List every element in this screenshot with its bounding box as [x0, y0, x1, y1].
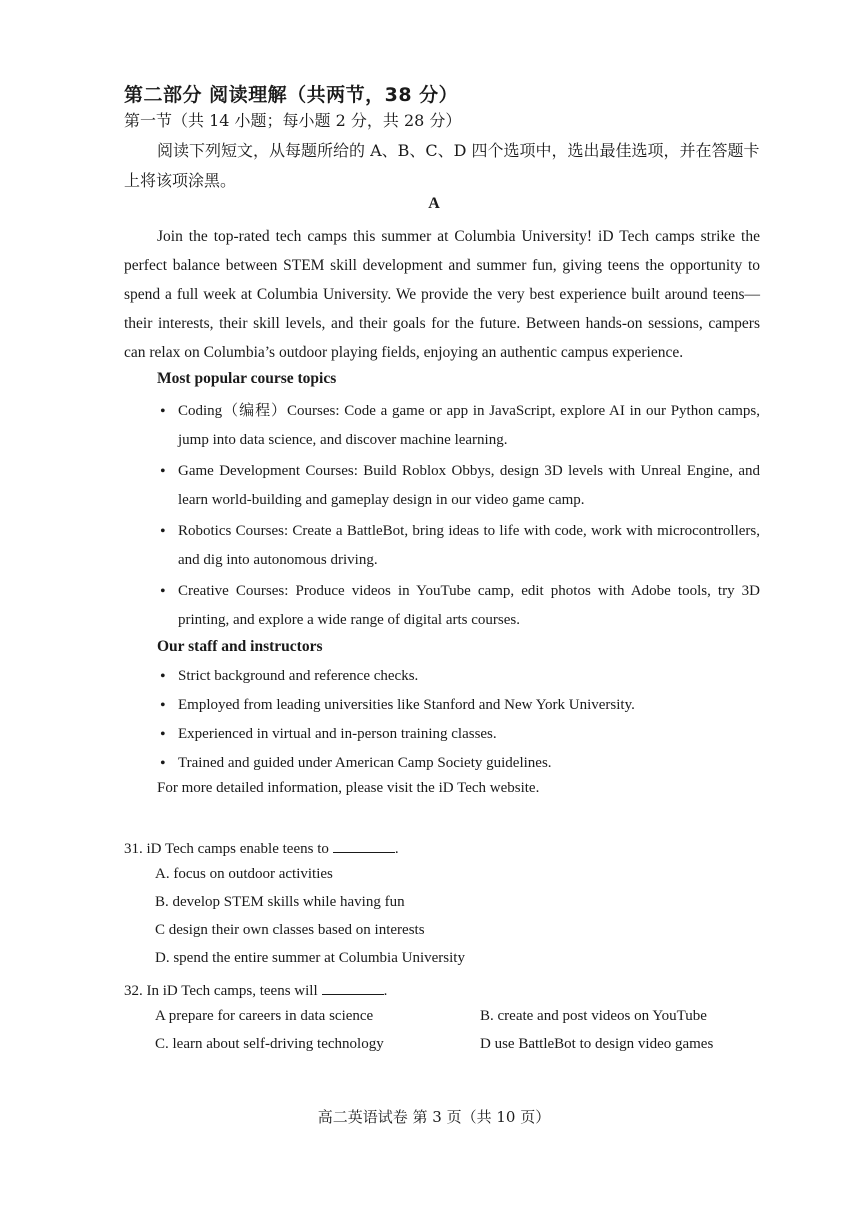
question-text: In iD Tech camps, teens will — [146, 983, 318, 999]
question-number: 32. — [124, 983, 143, 999]
answer-blank — [322, 980, 384, 995]
answer-blank — [333, 838, 395, 853]
question-end: . — [383, 983, 388, 999]
list-item: • Game Development Courses: Build Roblox Obbys, design 3D levels with Unreal Engine, and learn world-building and gameplay design in our video game camp. — [160, 457, 760, 515]
topics-list — [160, 397, 760, 637]
option-31-b: B. develop STEM skills while having fun — [155, 894, 405, 910]
staff-list — [160, 662, 760, 778]
section-title: 第二部分 阅读理解（共两节，38 分） — [124, 84, 459, 106]
list-item: • Employed from leading universities like Stanford and New York University. — [160, 691, 760, 720]
option-31-c: C design their own classes based on interests — [155, 922, 425, 938]
list-item: • Strict background and reference checks. — [160, 662, 760, 691]
question-text: iD Tech camps enable teens to — [146, 841, 329, 857]
option-31-a: A. focus on outdoor activities — [155, 866, 333, 882]
list-item: • Robotics Courses: Create a BattleBot, bring ideas to life with code, work with microcontrollers, and dig into autonomous driving. — [160, 517, 760, 575]
option-32-d: D use BattleBot to design video games — [480, 1036, 714, 1052]
subsection-title: 第一节（共 14 小题；每小题 2 分，共 28 分） — [124, 111, 462, 130]
passage-label: A — [428, 195, 440, 212]
topics-heading: Most popular course topics — [157, 370, 337, 387]
question-end: . — [394, 841, 399, 857]
staff-heading: Our staff and instructors — [157, 638, 323, 655]
passage-intro: Join the top-rated tech camps this summer at Columbia University! iD Tech camps strike the perfect balance between STEM skill development and summer fun, giving teens the opportunity to spend a full week at Columbia University. We provide the very best experience built around teens—their interests, their skill levels, and their goals for the future. Between hands-on sessions, campers can relax on Columbia’s outdoor playing fields, enjoying an authentic campus experience. — [124, 228, 760, 361]
list-item: • Trained and guided under American Camp Society guidelines. — [160, 749, 760, 778]
footer-note: For more detailed information, please visit the iD Tech website. — [157, 780, 540, 796]
option-32-b: B. create and post videos on YouTube — [480, 1008, 707, 1024]
list-item: • Creative Courses: Produce videos in YouTube camp, edit photos with Adobe tools, try 3D printing, and explore a wide range of digital arts courses. — [160, 577, 760, 635]
option-31-d: D. spend the entire summer at Columbia University — [155, 950, 465, 966]
option-32-c: C. learn about self-driving technology — [155, 1036, 384, 1052]
list-item: • Coding（编程）Courses: Code a game or app in JavaScript, explore AI in our Python camps, jump into data science, and discover machine learning. — [160, 397, 760, 455]
page-footer: 高二英语试卷 第 3 页（共 10 页） — [317, 1108, 551, 1126]
question-32-stem — [124, 980, 387, 1000]
option-32-a: A prepare for careers in data science — [155, 1008, 374, 1024]
list-item: • Experienced in virtual and in-person training classes. — [160, 720, 760, 749]
question-31-stem — [124, 838, 399, 858]
question-number: 31. — [124, 841, 143, 857]
instructions: 阅读下列短文，从每题所给的 A、B、C、D 四个选项中，选出最佳选项，并在答题卡上将该项涂黑。 — [124, 141, 760, 190]
